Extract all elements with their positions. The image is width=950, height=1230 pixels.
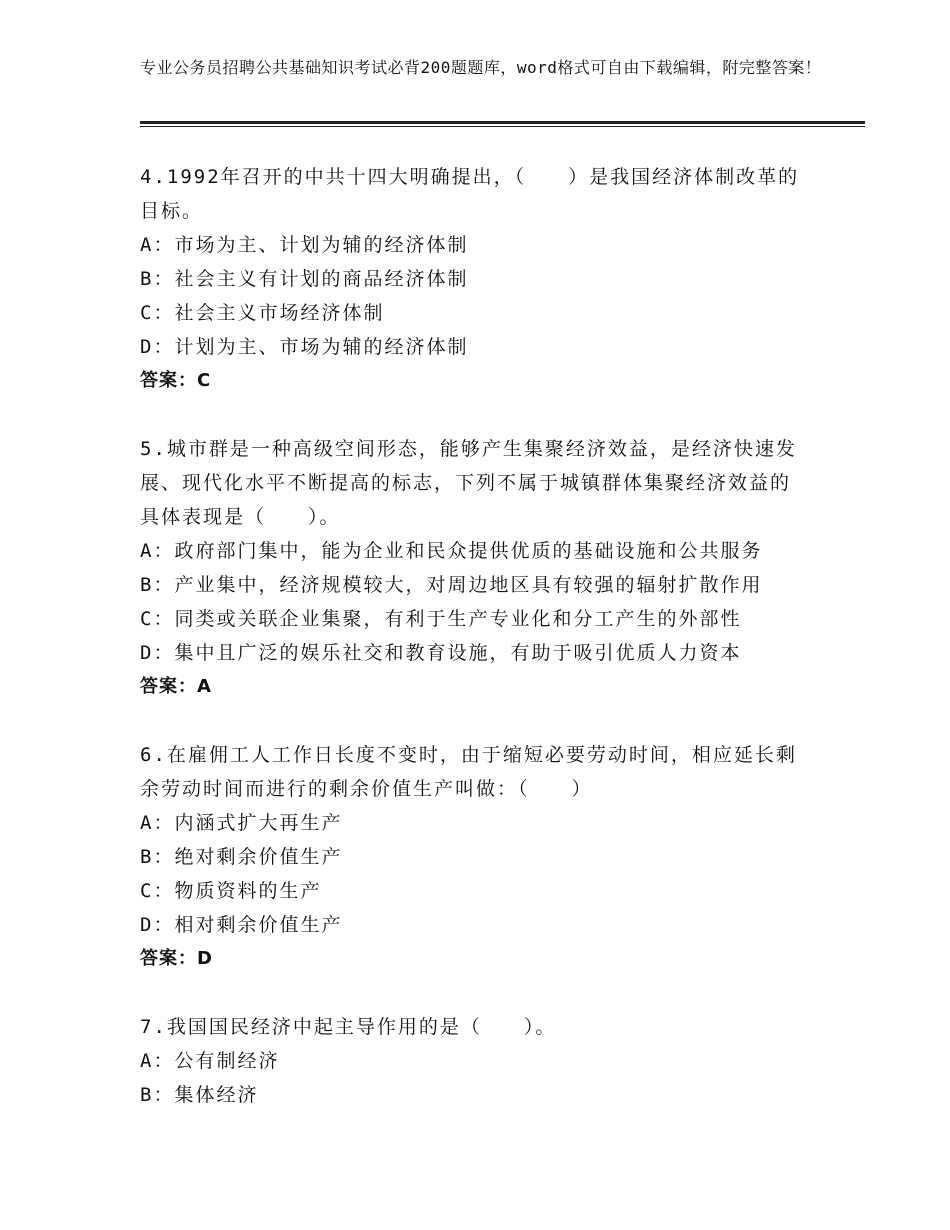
option-d: D：相对剩余价值生产 <box>140 914 343 936</box>
option-a: A：内涵式扩大再生产 <box>140 812 343 834</box>
question-stem: 5.城市群是一种高级空间形态，能够产生集聚经济效益，是经济快速发展、现代化水平不断提高的标志，下列不属于城镇群体集聚经济效益的具体表现是（ ）。 <box>140 438 797 528</box>
option-a: A：公有制经济 <box>140 1050 280 1072</box>
option-b: B：绝对剩余价值生产 <box>140 846 343 868</box>
option-a: A：政府部门集中，能为企业和民众提供优质的基础设施和公共服务 <box>140 540 763 562</box>
answer-label: 答案：D <box>140 948 213 969</box>
question-7 <box>140 1010 810 1112</box>
option-c: C：物质资料的生产 <box>140 880 322 902</box>
option-b: B：产业集中，经济规模较大，对周边地区具有较强的辐射扩散作用 <box>140 574 763 596</box>
option-d: D：计划为主、市场为辅的经济体制 <box>140 336 469 358</box>
header-divider-thick <box>140 121 865 124</box>
question-stem: 7.我国国民经济中起主导作用的是（ ）。 <box>140 1016 557 1038</box>
option-d: D：集中且广泛的娱乐社交和教育设施，有助于吸引优质人力资本 <box>140 642 742 664</box>
question-4 <box>140 160 810 398</box>
answer-label: 答案：C <box>140 370 212 391</box>
answer-label: 答案：A <box>140 676 212 697</box>
option-b: B：社会主义有计划的商品经济体制 <box>140 268 469 290</box>
question-6 <box>140 738 810 976</box>
option-c: C：同类或关联企业集聚，有利于生产专业化和分工产生的外部性 <box>140 608 742 630</box>
question-stem: 4.1992年召开的中共十四大明确提出，（ ）是我国经济体制改革的目标。 <box>140 166 800 222</box>
option-a: A：市场为主、计划为辅的经济体制 <box>140 234 469 256</box>
question-stem: 6.在雇佣工人工作日长度不变时，由于缩短必要劳动时间，相应延长剩余劳动时间而进行的剩余价值生产叫做：（ ） <box>140 744 797 800</box>
option-b: B：集体经济 <box>140 1084 259 1106</box>
document-header: 专业公务员招聘公共基础知识考试必背200题题库，word格式可自由下载编辑，附完整答案！ <box>140 58 822 77</box>
question-5 <box>140 432 810 704</box>
question-list <box>140 160 810 1146</box>
header-divider-thin <box>140 126 865 127</box>
option-c: C：社会主义市场经济体制 <box>140 302 385 324</box>
